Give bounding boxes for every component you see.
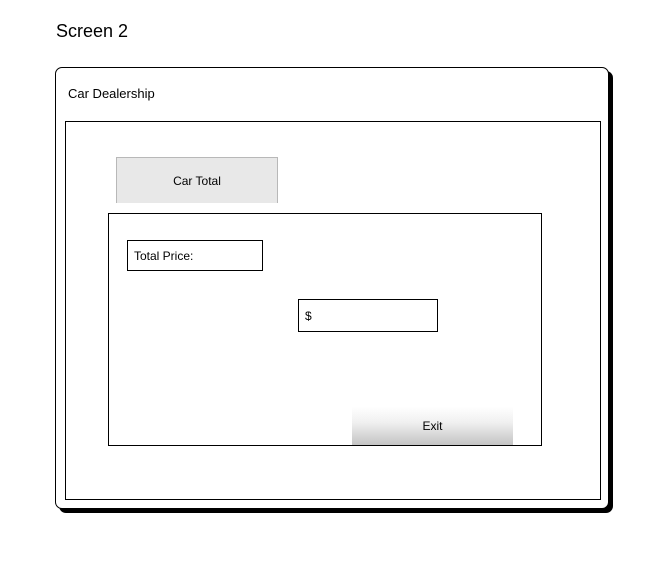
app-window	[55, 67, 609, 509]
tab-label: Car Total	[173, 173, 221, 188]
total-price-label-text: Total Price:	[134, 248, 194, 263]
car-total-panel	[108, 213, 542, 446]
exit-button-label: Exit	[422, 419, 443, 433]
window-title: Car Dealership	[68, 86, 155, 101]
total-price-label	[127, 240, 263, 271]
screen-label: Screen 2	[56, 21, 129, 41]
content-frame	[65, 121, 601, 500]
exit-button[interactable]	[352, 407, 513, 445]
tab-car-total[interactable]	[116, 157, 278, 203]
total-price-value: $	[305, 308, 312, 323]
total-price-field[interactable]	[298, 299, 438, 332]
